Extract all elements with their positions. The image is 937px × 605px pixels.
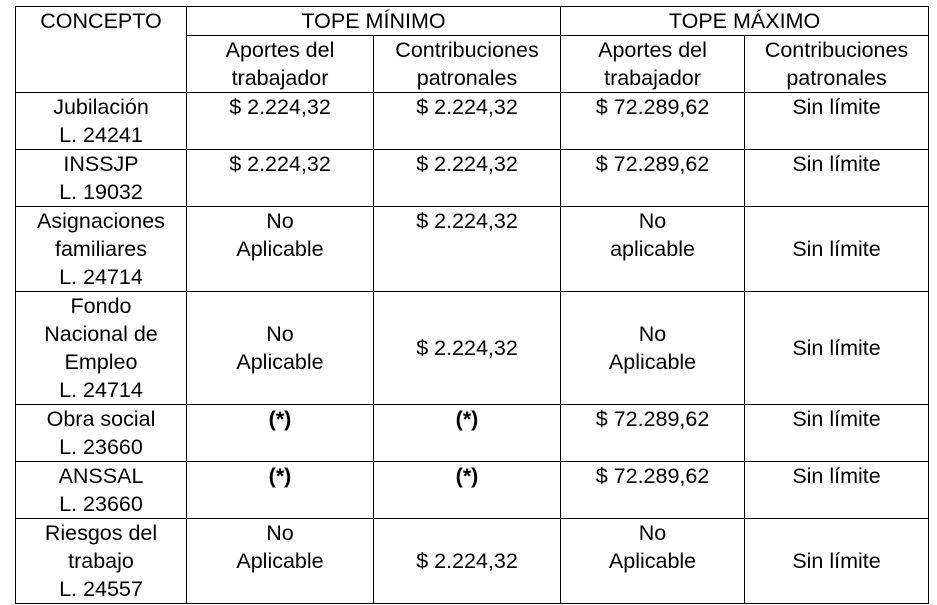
cell-max-aportes [561, 292, 745, 405]
header-line: trabajador [231, 66, 329, 90]
header-line: Aportes del [225, 38, 335, 62]
cell-line: INSSJP [63, 152, 139, 176]
cell-line: $ 2.224,32 [416, 549, 518, 573]
cell-line: ANSSAL [58, 464, 144, 488]
cell-line: L. 24557 [59, 577, 143, 601]
header-tope-maximo [561, 7, 929, 36]
cell-max-contrib [745, 519, 929, 604]
cell-line: (*) [455, 464, 479, 488]
cell-line: $ 72.289,62 [595, 95, 710, 119]
cell-min-contrib [374, 405, 561, 462]
cell-line: $ 2.224,32 [229, 95, 331, 119]
header-tope-minimo [187, 7, 561, 36]
cell-line: (*) [455, 407, 479, 431]
topes-table [15, 6, 929, 604]
cell-max-aportes [561, 207, 745, 292]
cell-line: No [638, 322, 667, 346]
cell-max-contrib [745, 292, 929, 405]
cell-concepto [16, 93, 187, 150]
cell-line: Asignaciones [37, 209, 165, 233]
cell-max-contrib [745, 405, 929, 462]
cell-max-contrib [745, 150, 929, 207]
header-line: Aportes del [598, 38, 707, 62]
cell-line: (*) [268, 464, 292, 488]
cell-min-contrib [374, 292, 561, 405]
header-concepto [16, 7, 187, 93]
cell-line: L. 23660 [59, 435, 143, 459]
header-tope-minimo-label: TOPE MÍNIMO [301, 9, 446, 33]
cell-line: Obra social [46, 407, 156, 431]
header-line: Contribuciones [395, 38, 539, 62]
cell-line: No [638, 209, 667, 233]
cell-line: Fondo [70, 294, 132, 318]
table-row [16, 292, 929, 405]
cell-line: $ 2.224,32 [416, 152, 518, 176]
cell-min-aportes [187, 519, 374, 604]
cell-min-contrib [374, 207, 561, 292]
cell-concepto [16, 150, 187, 207]
cell-min-contrib [374, 462, 561, 519]
cell-line: Jubilación [53, 95, 149, 119]
cell-min-aportes [187, 405, 374, 462]
cell-line: Sin límite [792, 237, 881, 261]
cell-line: (*) [268, 407, 292, 431]
cell-line: No [266, 521, 294, 545]
cell-line: Sin límite [792, 407, 881, 431]
table-row [16, 207, 929, 292]
header-max-aportes [561, 36, 745, 93]
cell-line: L. 19032 [59, 180, 143, 204]
cell-line: Sin límite [792, 95, 881, 119]
cell-line: L. 24714 [59, 265, 143, 289]
cell-min-contrib [374, 93, 561, 150]
cell-line: Sin límite [792, 152, 881, 176]
cell-line: Nacional de [44, 322, 158, 346]
cell-line: L. 23660 [59, 492, 143, 516]
cell-line: aplicable [610, 237, 695, 261]
cell-line: Aplicable [608, 549, 697, 573]
table-row [16, 519, 929, 604]
cell-min-contrib [374, 519, 561, 604]
header-row-top [16, 7, 929, 36]
cell-max-contrib [745, 207, 929, 292]
table-row [16, 150, 929, 207]
cell-line: $ 2.224,32 [416, 95, 518, 119]
cell-max-aportes [561, 462, 745, 519]
header-min-contrib [374, 36, 561, 93]
cell-concepto [16, 405, 187, 462]
cell-line: $ 2.224,32 [416, 336, 518, 360]
cell-line: $ 72.289,62 [595, 152, 710, 176]
cell-min-aportes [187, 462, 374, 519]
header-max-contrib [745, 36, 929, 93]
cell-line: No [638, 521, 667, 545]
cell-line: Aplicable [608, 350, 697, 374]
cell-max-contrib [745, 462, 929, 519]
cell-line: Riesgos del [44, 521, 158, 545]
cell-line: Sin límite [792, 549, 881, 573]
cell-line: No [266, 322, 294, 346]
table-row [16, 462, 929, 519]
header-line: Contribuciones [764, 38, 909, 62]
header-line: trabajador [604, 66, 701, 90]
cell-min-aportes [187, 150, 374, 207]
table-row [16, 93, 929, 150]
cell-line: $ 72.289,62 [595, 407, 710, 431]
cell-min-aportes [187, 207, 374, 292]
cell-max-aportes [561, 519, 745, 604]
cell-min-contrib [374, 150, 561, 207]
cell-max-aportes [561, 150, 745, 207]
cell-concepto [16, 207, 187, 292]
cell-line: Sin límite [792, 336, 881, 360]
header-line: patronales [786, 66, 887, 90]
cell-max-contrib [745, 93, 929, 150]
cell-line: $ 72.289,62 [595, 464, 710, 488]
cell-line: Aplicable [236, 549, 324, 573]
header-line: patronales [416, 66, 518, 90]
cell-min-aportes [187, 292, 374, 405]
cell-concepto [16, 292, 187, 405]
cell-line: L. 24241 [59, 123, 143, 147]
cell-line: No [266, 209, 294, 233]
header-concepto-label: CONCEPTO [40, 9, 162, 33]
cell-concepto [16, 462, 187, 519]
cell-max-aportes [561, 405, 745, 462]
cell-line: $ 2.224,32 [229, 152, 331, 176]
header-tope-maximo-label: TOPE MÁXIMO [668, 9, 821, 33]
cell-line: familiares [55, 237, 147, 261]
cell-line: L. 24714 [59, 378, 143, 402]
cell-line: $ 2.224,32 [416, 209, 518, 233]
cell-line: Empleo [64, 350, 138, 374]
cell-min-aportes [187, 93, 374, 150]
cell-line: Aplicable [236, 237, 324, 261]
header-min-aportes [187, 36, 374, 93]
cell-max-aportes [561, 93, 745, 150]
cell-line: Sin límite [792, 464, 881, 488]
cell-concepto [16, 519, 187, 604]
table-row [16, 405, 929, 462]
cell-line: Aplicable [236, 350, 324, 374]
cell-line: trabajo [68, 549, 134, 573]
